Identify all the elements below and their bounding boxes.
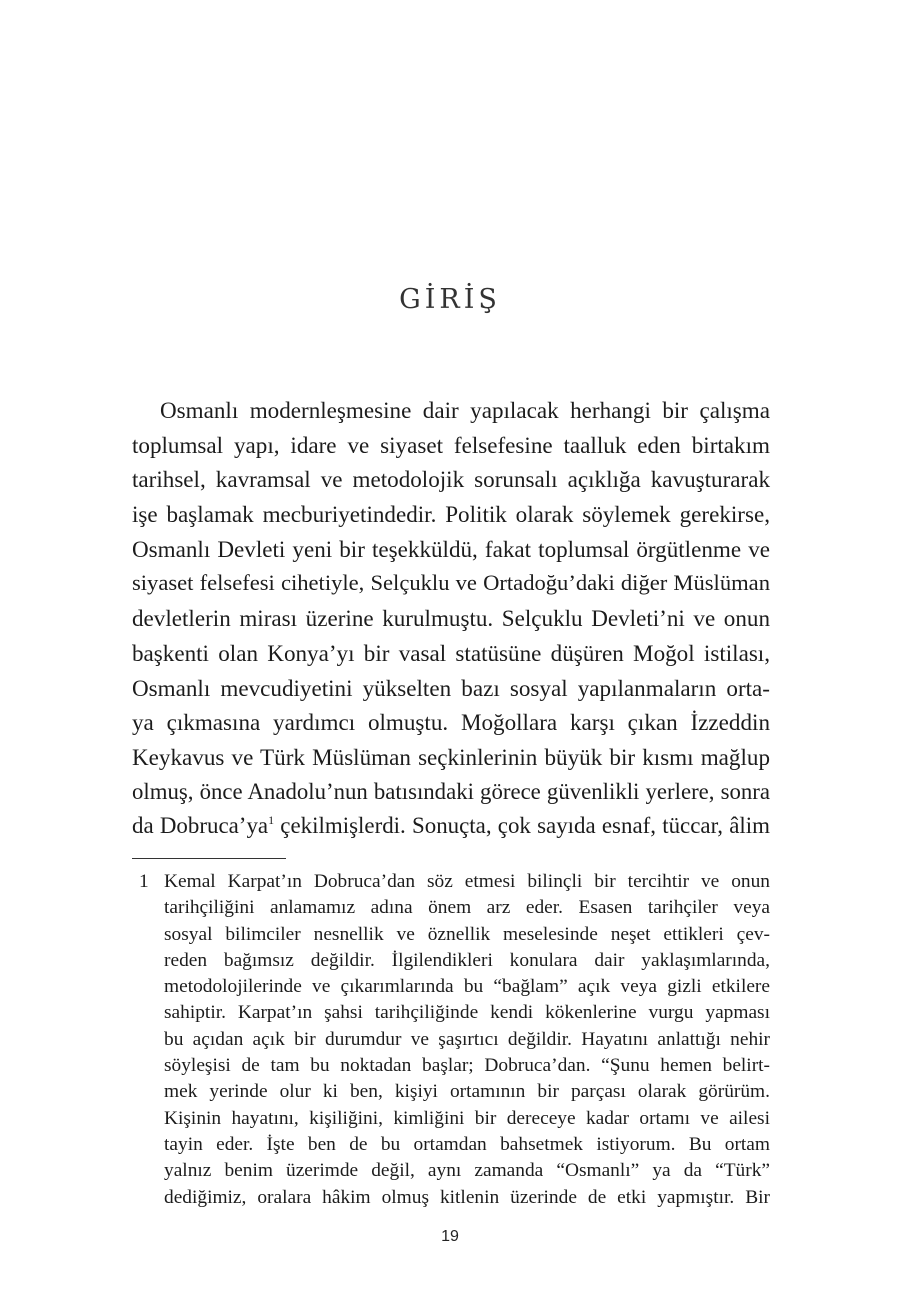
body-line: devletlerin mirası üzerine kurulmuştu. Selçuklu Devleti’ni ve onun [132, 605, 770, 632]
footnote-line: reden bağımsız değildir. İlgilendikleri konulara dair yaklaşımlarında, [164, 949, 770, 971]
body-line: toplumsal yapı, idare ve siyaset felsefesine taalluk eden birtakım [132, 431, 770, 458]
body-line: siyaset felsefesi cihetiyle, Selçuklu ve Ortadoğu’daki diğer Müslüman [132, 570, 770, 596]
footnote-line: metodolojilerinde ve çıkarımlarında bu “bağlam” açık veya gizli etkilere [164, 976, 770, 998]
footnote-line: tayin eder. İşte ben de bu ortamdan bahsetmek istiyorum. Bu ortam [164, 1133, 770, 1155]
page-number: 19 [441, 1228, 459, 1245]
body-paragraph [132, 393, 770, 844]
footnote-line: mek yerinde olur ki ben, kişiyi ortamının bir parçası olarak görürüm. [164, 1081, 770, 1103]
body-line: işe başlamak mecburiyetindedir. Politik olarak söylemek gerekirse, [132, 501, 770, 528]
body-line: Osmanlı modernleşmesine dair yapılacak herhangi bir çalışma [160, 397, 770, 423]
footnote-line: yalnız benim üzerimde değil, aynı zamanda “Osmanlı” ya da “Türk” [164, 1160, 770, 1182]
footnote-number: 1 [139, 871, 149, 892]
footnote-separator [132, 858, 286, 859]
body-line: Osmanlı mevcudiyetini yükselten bazı sosyal yapılanmaların orta- [132, 674, 770, 701]
footnote-line: dediğimiz, oralara hâkim olmuş kitlenin üzerinde de etki yapmıştır. Bir [164, 1186, 770, 1208]
body-line: ya çıkmasına yardımcı olmuştu. Moğollara karşı çıkan İzzeddin [132, 709, 770, 736]
footnote-line: sahiptir. Karpat’ın şahsi tarihçiliğinde kendi kökenlerine vurgu yapması [164, 1002, 770, 1024]
body-line: Keykavus ve Türk Müslüman seçkinlerinin büyük bir kısmı mağlup [132, 743, 770, 770]
footnote-line: tarihçiliğini anlamamız adına önem arz eder. Esasen tarihçiler veya [164, 897, 770, 919]
chapter-title: GİRİŞ [399, 284, 501, 315]
footnote-reference[interactable]: 1 [268, 813, 275, 828]
footnote-line: bu açıdan açık bir durumdur ve şaşırtıcı değildir. Hayatını anlattığı nehir [164, 1028, 770, 1050]
body-line: tarihsel, kavramsal ve metodolojik sorunsalı açıklığa kavuşturarak [132, 466, 770, 493]
footnote-line: Kemal Karpat’ın Dobruca’dan söz etmesi bilinçli bir tercihtir ve onun [164, 871, 770, 892]
body-line [132, 809, 770, 844]
body-line-text: çekilmişlerdi. Sonuçta, çok sayıda esnaf, tüccar, âlim [274, 813, 770, 839]
footnote-line: Kişinin hayatını, kişiliğini, kimliğini bir dereceye kadar ortamı ve ailesi [164, 1107, 770, 1129]
footnote-line: sosyal bilimciler nesnellik ve öznellik meselesinde neşet ettikleri çev- [164, 923, 770, 945]
footnote-body [164, 869, 770, 1211]
body-line: olmuş, önce Anadolu’nun batısındaki görece güvenlikli yerlere, sonra [132, 778, 770, 804]
body-line: başkenti olan Konya’yı bir vasal statüsüne düşüren Moğol istilası, [132, 639, 770, 666]
footnote-line: söyleşisi de tam bu noktadan başlar; Dobruca’dan. “Şunu hemen belirt- [164, 1055, 770, 1077]
footnote [132, 869, 770, 1211]
body-line: Osmanlı Devleti yeni bir teşekküldü, fakat toplumsal örgütlenme ve [132, 535, 770, 562]
body-line-text: da Dobruca’ya [132, 813, 269, 839]
